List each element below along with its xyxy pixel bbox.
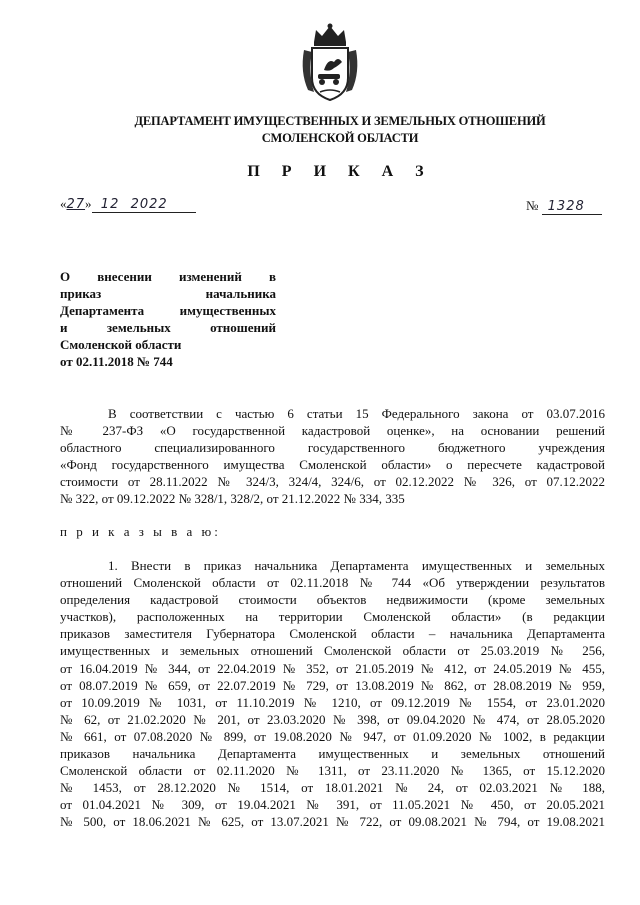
coat-of-arms-icon [298,22,362,102]
item-1-line: определения кадастровой стоимости объектов недвижимости (кроме земельных [60,592,605,608]
subject-line: от 02.11.2018 № 744 [60,354,173,369]
subject-line: и земельных отношений [60,320,276,335]
preamble-line: областного специализированного государственного бюджетного учреждения [60,440,605,456]
subject-line: О внесении изменений в [60,269,276,284]
item-1-paragraph [60,557,605,831]
preamble-paragraph [60,405,605,508]
date-month: 12 [100,197,120,212]
item-1-line: от 16.04.2019 № 344, от 22.04.2019 № 352, от 21.05.2019 № 412, от 24.05.2019 № 455, [60,660,605,676]
item-1-line: приказов заместителя Губернатора Смоленской области – начальника Департамента [60,626,605,642]
order-number [526,198,606,216]
item-1-line: от 01.04.2021 № 309, от 19.04.2021 № 391, от 11.05.2021 № 450, от 20.05.2021 [60,797,605,813]
order-subject [60,268,276,370]
date-underline [92,212,196,213]
preamble-line: В соответствии с частью 6 статьи 15 Федерального закона от 03.07.2016 [108,406,605,421]
item-1-line: № 1453, от 28.12.2020 № 1514, от 18.01.2021 № 24, от 02.03.2021 № 188, [60,780,605,796]
date-quote-open: « [60,196,67,211]
date-day: 27 [66,197,86,212]
subject-line: Смоленской области [60,337,182,352]
item-1-line: № 62, от 21.02.2020 № 201, от 23.03.2020 № 398, от 09.04.2020 № 474, от 28.05.2020 [60,711,605,727]
item-1-line: 1. Внести в приказ начальника Департамента имущественных и земельных [108,558,605,573]
item-1-line: имущественных и земельных отношений Смоленской области от 25.03.2019 № 256, [60,643,605,659]
item-1-line: отношений Смоленской области от 02.11.2018 № 744 «Об утверждении результатов [60,575,605,591]
order-title: П Р И К А З [247,163,433,180]
number-underline [542,214,602,215]
preamble-line: стоимости от 28.11.2022 № 324/3, 324/4, 324/6, от 02.12.2022 № 326, от 07.12.2022 [60,474,605,490]
number-label: № [526,198,539,213]
department-name-line1: ДЕПАРТАМЕНТ ИМУЩЕСТВЕННЫХ И ЗЕМЕЛЬНЫХ ОТНОШЕНИЙ [134,114,546,128]
prikazyvayu-label: п р и к а з ы в а ю: [60,524,221,539]
date-quote-close: » [85,196,92,211]
subject-line: приказ начальника [60,286,276,301]
preamble-line: № 237-ФЗ «О государственной кадастровой оценке», на основании решений [60,423,605,439]
item-1-line: приказов начальника Департамента имущественных и земельных отношений [60,746,605,762]
item-1-line: № 661, от 07.08.2020 № 899, от 19.08.2020 № 947, от 01.09.2020 № 1002, в редакции [60,728,605,744]
subject-line: Департамента имущественных [60,303,276,318]
preamble-line: «Фонд государственного имущества Смоленской области» о пересчете кадастровой [60,457,605,473]
item-1-line: Смоленской области от 02.11.2020 № 1311, от 23.11.2020 № 1365, от 15.12.2020 [60,763,605,779]
department-name-line2: СМОЛЕНСКОЙ ОБЛАСТИ [261,131,419,145]
item-1-line: от 10.09.2019 № 1031, от 11.10.2019 № 1210, от 09.12.2019 № 1554, от 23.01.2020 [60,694,605,710]
date-year: 2022 [130,197,168,212]
item-1-line: от 08.07.2019 № 659, от 22.07.2019 № 729, от 13.08.2019 № 862, от 28.08.2019 № 959, [60,677,605,693]
item-1-line: участков), расположенных на территории Смоленской области» (в редакции [60,609,605,625]
number-value: 1328 [547,199,585,214]
item-1-line: № 500, от 18.06.2021 № 625, от 13.07.2021 № 722, от 09.08.2021 № 794, от 19.08.2021 [60,814,605,830]
department-header [80,113,600,147]
order-date [60,196,200,214]
preamble-line: № 322, от 09.12.2022 № 328/1, 328/2, от 21.12.2022 № 334, 335 [60,491,405,507]
